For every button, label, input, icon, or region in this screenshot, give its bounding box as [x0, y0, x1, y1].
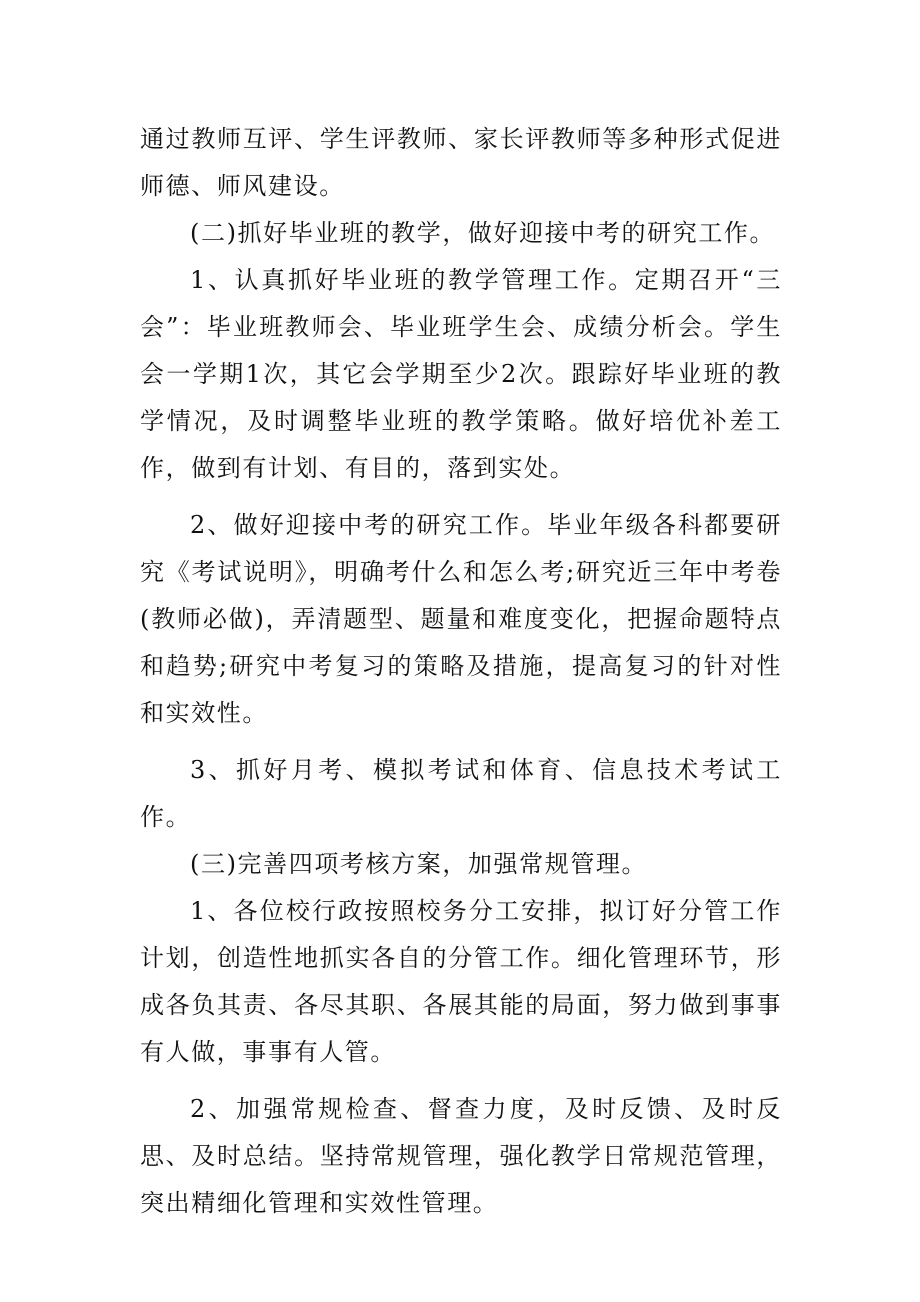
paragraph-item-2: 2、做好迎接中考的研究工作。毕业年级各科都要研究《考试说明》，明确考什么和怎么考;研究近三年中考卷(教师必做)，弄清题型、题量和难度变化，把握命题特点和趋势;研究中考复习的策略及措施，提高复习的针对性和实效性。 [140, 511, 782, 727]
paragraph-continuation: 通过教师互评、学生评教师、家长评教师等多种形式促进师德、师风建设。 [140, 125, 782, 200]
paragraph-item-1: 1、认真抓好毕业班的教学管理工作。定期召开“三会”：毕业班教师会、毕业班学生会、成绩分析会。学生会一学期1次，其它会学期至少2次。跟踪好毕业班的教学情况，及时调整毕业班的教学策略。做好培优补差工作，做到有计划、有目的，落到实处。 [140, 266, 782, 482]
paragraph-section-three-heading: (三)完善四项考核方案，加强常规管理。 [190, 850, 648, 878]
paragraph-section-two-heading: (二)抓好毕业班的教学，做好迎接中考的研究工作。 [190, 219, 776, 247]
paragraph-item-1-management: 1、各位校行政按照校务分工安排，拟订好分管工作计划，创造性地抓实各自的分管工作。细化管理环节，形成各负其责、各尽其职、各展其能的局面，努力做到事事有人做，事事有人管。 [140, 897, 782, 1066]
paragraph-item-2-management: 2、加强常规检查、督查力度，及时反馈、及时反思、及时总结。坚持常规管理，强化教学日常规范管理，突出精细化管理和实效性管理。 [140, 1095, 782, 1217]
document-body [140, 116, 782, 1227]
paragraph-item-3: 3、抓好月考、模拟考试和体育、信息技术考试工作。 [140, 756, 782, 831]
